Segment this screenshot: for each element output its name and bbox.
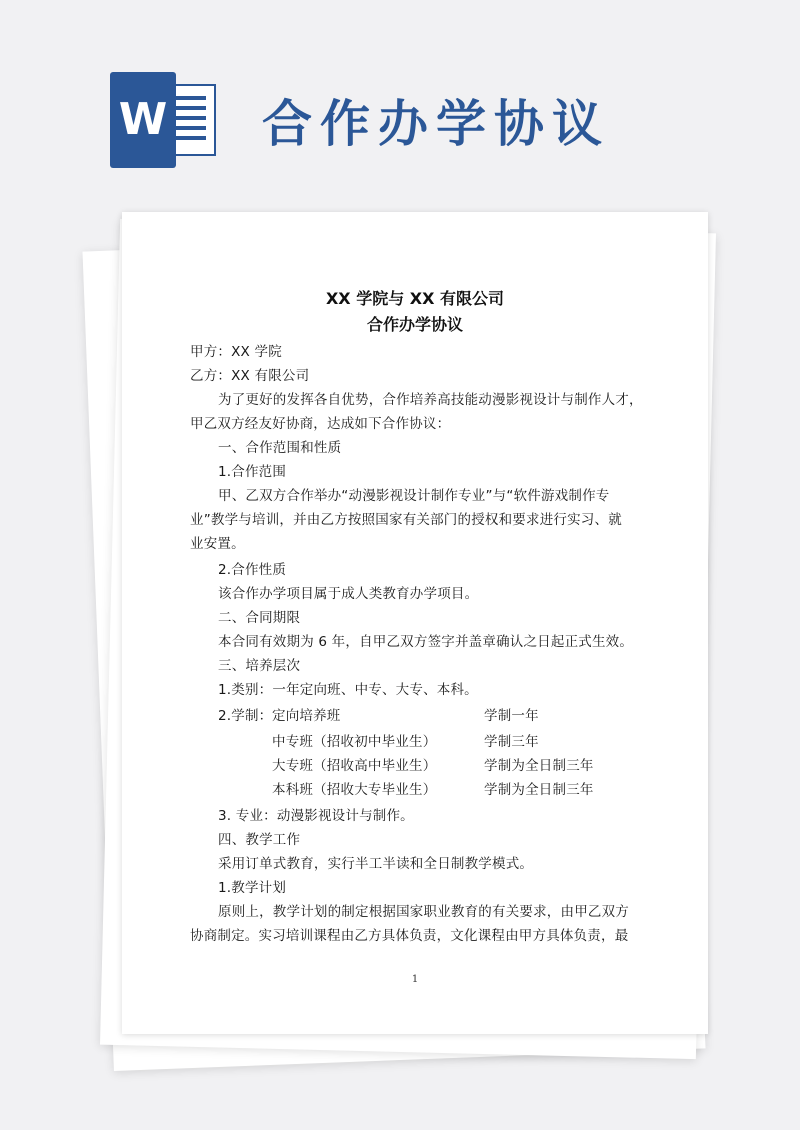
body-line: 业”教学与培训，并由乙方按照国家有关部门的授权和要求进行实习、就 (190, 512, 622, 528)
subsection-heading: 1.教学计划 (218, 880, 287, 896)
section-heading: 一、合作范围和性质 (218, 440, 342, 456)
banner (0, 0, 800, 200)
body-line: 采用订单式教育，实行半工半读和全日制教学模式。 (218, 856, 534, 872)
program-name: 大专班（招收高中毕业生） (272, 758, 437, 774)
program-duration: 学制为全日制三年 (484, 758, 594, 774)
section-heading: 三、培养层次 (218, 658, 301, 674)
body-line: 原则上，教学计划的制定根据国家职业教育的有关要求，由甲乙双方 (218, 904, 629, 920)
body-line: 本合同有效期为 6 年，自甲乙双方签字并盖章确认之日起正式生效。 (218, 634, 634, 650)
body-line: 1.类别：一年定向班、中专、大专、本科。 (218, 682, 478, 698)
document-page (122, 212, 708, 1034)
body-line: 协商制定。实习培训课程由乙方具体负责，文化课程由甲方具体负责，最 (190, 928, 629, 944)
body-line: 该合作办学项目属于成人类教育办学项目。 (218, 586, 479, 602)
body-line: 业安置。 (190, 536, 245, 552)
intro-line: 为了更好的发挥各自优势，合作培养高技能动漫影视设计与制作人才， (218, 392, 643, 408)
body-line: 甲、乙双方合作举办“动漫影视设计制作专业”与“软件游戏制作专 (218, 488, 610, 504)
section-heading: 二、合同期限 (218, 610, 301, 626)
party-a: 甲方：XX 学院 (190, 344, 282, 360)
document-title-line1: XX 学院与 XX 有限公司 (325, 289, 505, 308)
program-duration: 学制三年 (484, 734, 539, 750)
subsection-heading: 2.合作性质 (218, 562, 287, 578)
subsection-heading: 1.合作范围 (218, 464, 287, 480)
page-number: 1 (411, 974, 419, 985)
document-title-line2: 合作办学协议 (366, 315, 463, 334)
program-label: 2.学制： (218, 708, 273, 724)
party-b: 乙方：XX 有限公司 (190, 368, 310, 384)
program-name: 本科班（招收大专毕业生） (272, 782, 437, 798)
intro-line: 甲乙双方经友好协商，达成如下合作协议： (190, 416, 451, 432)
program-name: 中专班（招收初中毕业生） (272, 734, 437, 750)
word-icon (110, 72, 216, 168)
body-line: 3. 专业：动漫影视设计与制作。 (218, 808, 414, 824)
banner-title: 合作办学协议 (262, 95, 610, 153)
program-duration: 学制一年 (484, 708, 539, 724)
section-heading: 四、教学工作 (218, 832, 301, 848)
program-name: 定向培养班 (272, 708, 341, 724)
program-duration: 学制为全日制三年 (484, 782, 594, 798)
word-letter-badge: W (110, 72, 176, 168)
